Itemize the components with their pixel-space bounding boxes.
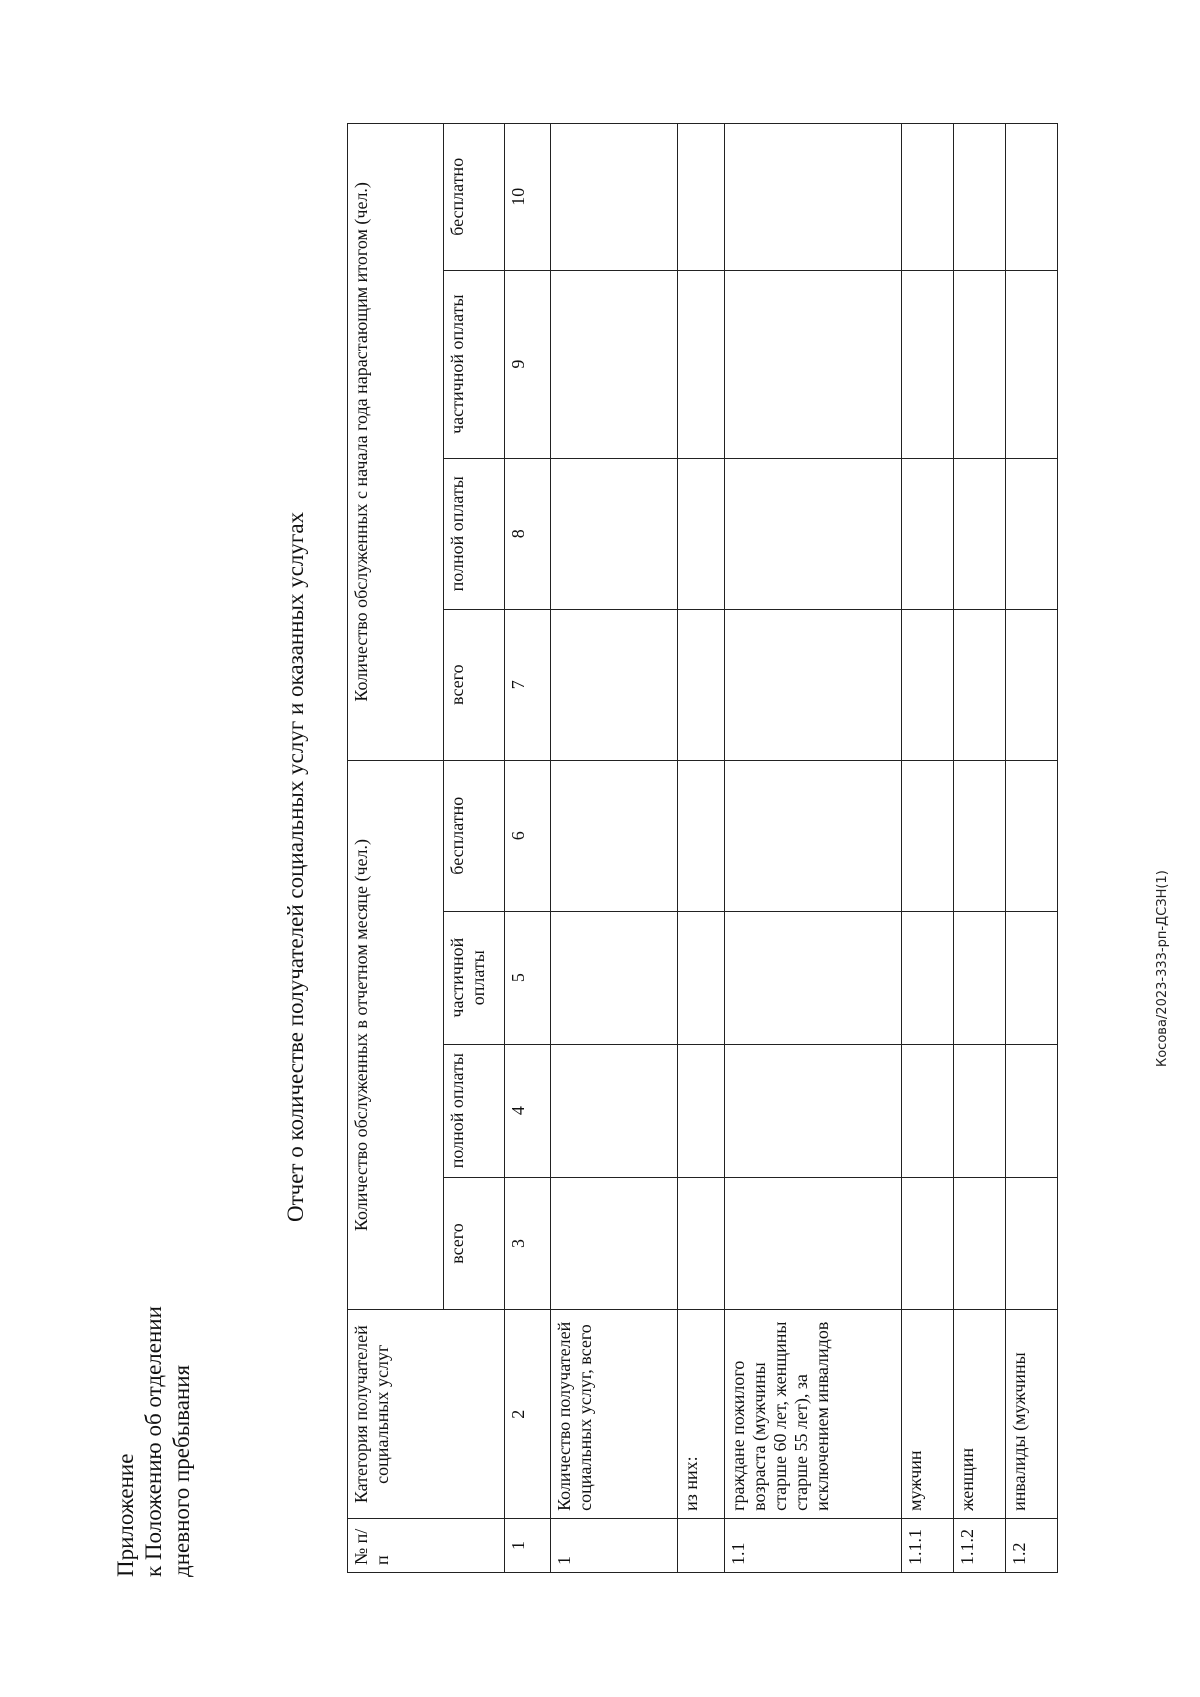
empty-cell <box>551 1044 678 1177</box>
empty-cell <box>551 911 678 1044</box>
column-number: 8 <box>505 458 551 609</box>
empty-cell <box>954 911 1006 1044</box>
empty-cell <box>902 609 954 760</box>
empty-cell <box>678 911 725 1044</box>
empty-cell <box>1006 760 1058 911</box>
header-year-full: полной оплаты <box>444 458 505 609</box>
row-num: 1 <box>551 1518 678 1572</box>
appendix-line-1: Приложение <box>113 1453 138 1577</box>
empty-cell <box>1006 1177 1058 1310</box>
row-category: Количество получателей социальных услуг, всего <box>551 1310 678 1518</box>
empty-cell <box>902 1177 954 1310</box>
column-number: 3 <box>505 1177 551 1310</box>
empty-cell <box>725 911 902 1044</box>
empty-cell <box>902 911 954 1044</box>
empty-cell <box>1006 458 1058 609</box>
header-year-partial: частичной оплаты <box>444 270 505 458</box>
empty-cell <box>902 124 954 271</box>
empty-cell <box>954 609 1006 760</box>
empty-cell <box>678 270 725 458</box>
column-number: 1 <box>505 1518 551 1572</box>
header-year-free: бесплатно <box>444 124 505 271</box>
header-month-full: полной оплаты <box>444 1044 505 1177</box>
empty-cell <box>725 270 902 458</box>
appendix-line-2: к Положению об отделении <box>141 1306 166 1577</box>
empty-cell <box>725 1044 902 1177</box>
empty-cell <box>1006 1044 1058 1177</box>
row-category: из них: <box>678 1310 725 1518</box>
document-code-stamp: Косова/2023-333-рп-ДСЗН(1) <box>1155 870 1170 1067</box>
empty-cell <box>902 458 954 609</box>
empty-cell <box>902 270 954 458</box>
table-row <box>551 124 678 1573</box>
row-num <box>678 1518 725 1572</box>
column-number: 10 <box>505 124 551 271</box>
empty-cell <box>551 270 678 458</box>
header-group-year: Количество обслуженных с начала года нарастающим итогом (чел.) <box>348 124 444 761</box>
column-numbers-row <box>505 124 551 1573</box>
empty-cell <box>1006 124 1058 271</box>
row-category: мужчин <box>902 1310 954 1518</box>
row-num: 1.1 <box>725 1518 902 1572</box>
empty-cell <box>902 1044 954 1177</box>
empty-cell <box>902 760 954 911</box>
empty-cell <box>678 124 725 271</box>
header-year-total: всего <box>444 609 505 760</box>
header-category: Категория получателей социальных услуг <box>348 1310 505 1518</box>
column-number: 4 <box>505 1044 551 1177</box>
table-row <box>725 124 902 1573</box>
column-number: 2 <box>505 1310 551 1518</box>
column-number: 9 <box>505 270 551 458</box>
empty-cell <box>954 270 1006 458</box>
empty-cell <box>725 458 902 609</box>
appendix-line-3: дневного пребывания <box>169 1364 194 1577</box>
row-category: граждане пожилого возраста (мужчины старше 60 лет, женщины старше 55 лет), за исключением инвалидов <box>725 1310 902 1518</box>
header-num: № п/п <box>348 1518 505 1572</box>
empty-cell <box>678 609 725 760</box>
empty-cell <box>551 124 678 271</box>
empty-cell <box>1006 270 1058 458</box>
header-row-1 <box>348 124 444 1573</box>
table-row <box>954 124 1006 1573</box>
column-number: 6 <box>505 760 551 911</box>
row-num: 1.1.1 <box>902 1518 954 1572</box>
header-month-free: бесплатно <box>444 760 505 911</box>
empty-cell <box>678 1044 725 1177</box>
appendix-note <box>112 1017 196 1577</box>
empty-cell <box>954 760 1006 911</box>
report-title: Отчет о количестве получателей социальных услуг и оказанных услугах <box>283 511 308 1223</box>
empty-cell <box>551 458 678 609</box>
empty-cell <box>954 124 1006 271</box>
empty-cell <box>954 1177 1006 1310</box>
header-month-partial: частичной оплаты <box>444 911 505 1044</box>
empty-cell <box>551 760 678 911</box>
empty-cell <box>678 1177 725 1310</box>
header-month-total: всего <box>444 1177 505 1310</box>
empty-cell <box>1006 911 1058 1044</box>
row-num: 1.2 <box>1006 1518 1058 1572</box>
column-number: 5 <box>505 911 551 1044</box>
empty-cell <box>551 609 678 760</box>
empty-cell <box>551 1177 678 1310</box>
table-row <box>678 124 725 1573</box>
empty-cell <box>954 458 1006 609</box>
empty-cell <box>725 609 902 760</box>
row-category: инвалиды (мужчины <box>1006 1310 1058 1518</box>
table-row <box>902 124 954 1573</box>
empty-cell <box>725 760 902 911</box>
column-number: 7 <box>505 609 551 760</box>
empty-cell <box>678 760 725 911</box>
empty-cell <box>725 124 902 271</box>
empty-cell <box>954 1044 1006 1177</box>
report-table <box>347 123 1058 1573</box>
row-num: 1.1.2 <box>954 1518 1006 1572</box>
empty-cell <box>1006 609 1058 760</box>
row-category: женщин <box>954 1310 1006 1518</box>
header-group-month: Количество обслуженных в отчетном месяце (чел.) <box>348 760 444 1310</box>
empty-cell <box>678 458 725 609</box>
table-row <box>1006 124 1058 1573</box>
empty-cell <box>725 1177 902 1310</box>
